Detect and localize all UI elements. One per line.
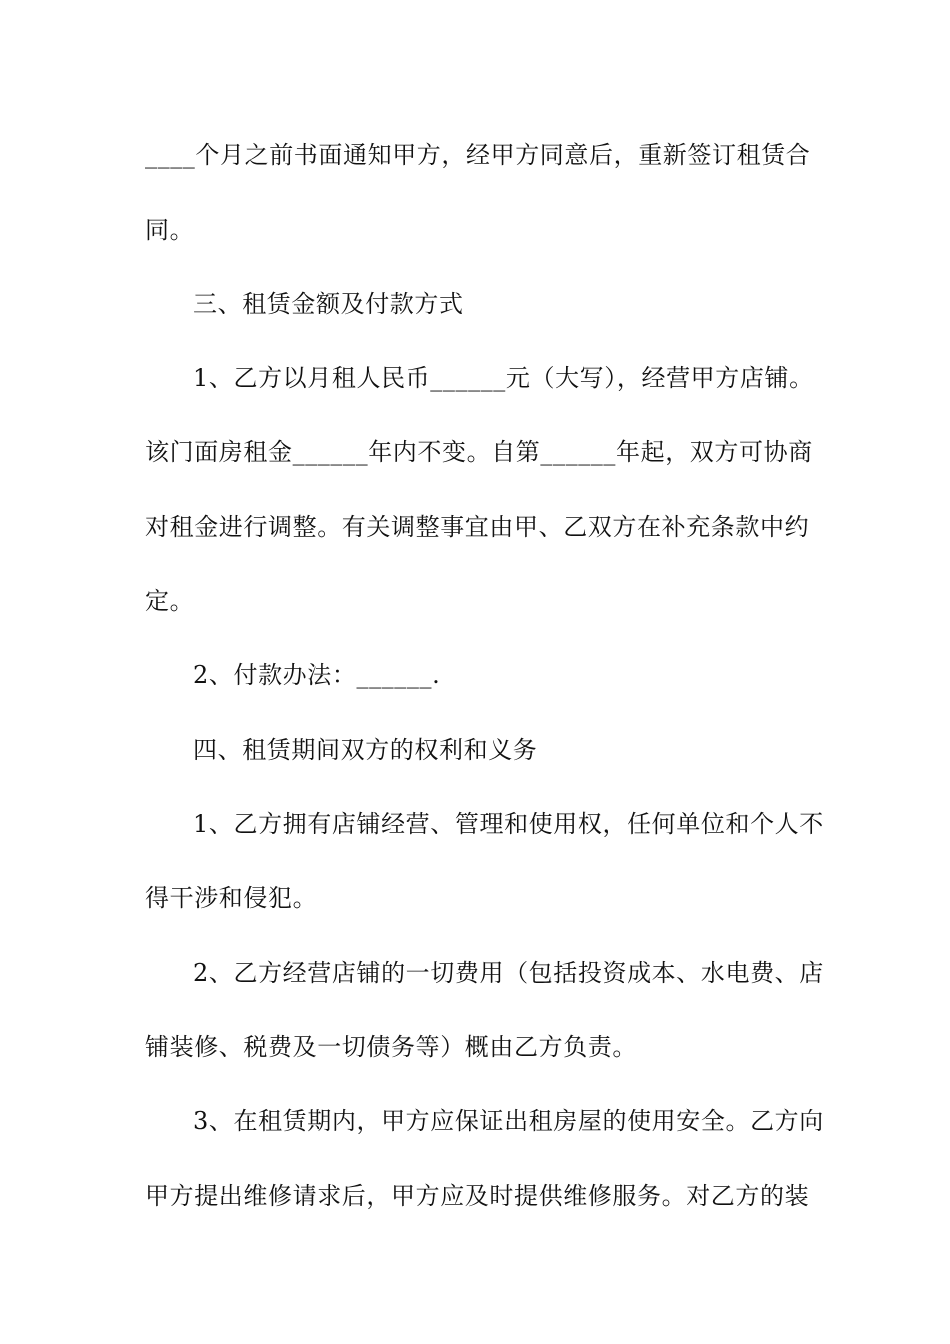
text-line: 同。 bbox=[145, 216, 195, 244]
section-heading: 三、租赁金额及付款方式 bbox=[193, 290, 464, 318]
text-line: 得干涉和侵犯。 bbox=[145, 884, 318, 912]
text-line: ____个月之前书面通知甲方，经甲方同意后，重新签订租赁合 bbox=[145, 141, 811, 169]
text-line: 1、乙方拥有店铺经营、管理和使用权，任何单位和个人不 bbox=[193, 810, 824, 838]
text-line: 定。 bbox=[145, 587, 195, 615]
text-line: 对租金进行调整。有关调整事宜由甲、乙双方在补充条款中约 bbox=[145, 513, 810, 541]
text-line: 1、乙方以月租人民币______元（大写），经营甲方店铺。 bbox=[193, 364, 814, 392]
text-line: 该门面房租金______年内不变。自第______年起，双方可协商 bbox=[145, 438, 813, 466]
text-line: 2、乙方经营店铺的一切费用（包括投资成本、水电费、店 bbox=[193, 959, 824, 987]
text-line: 铺装修、税费及一切债务等）概由乙方负责。 bbox=[145, 1033, 637, 1061]
text-line: 3、在租赁期内，甲方应保证出租房屋的使用安全。乙方向 bbox=[193, 1107, 824, 1135]
text-line: 甲方提出维修请求后，甲方应及时提供维修服务。对乙方的装 bbox=[145, 1182, 810, 1210]
text-line: 2、付款办法：______. bbox=[193, 661, 441, 689]
section-heading: 四、租赁期间双方的权利和义务 bbox=[193, 736, 538, 764]
